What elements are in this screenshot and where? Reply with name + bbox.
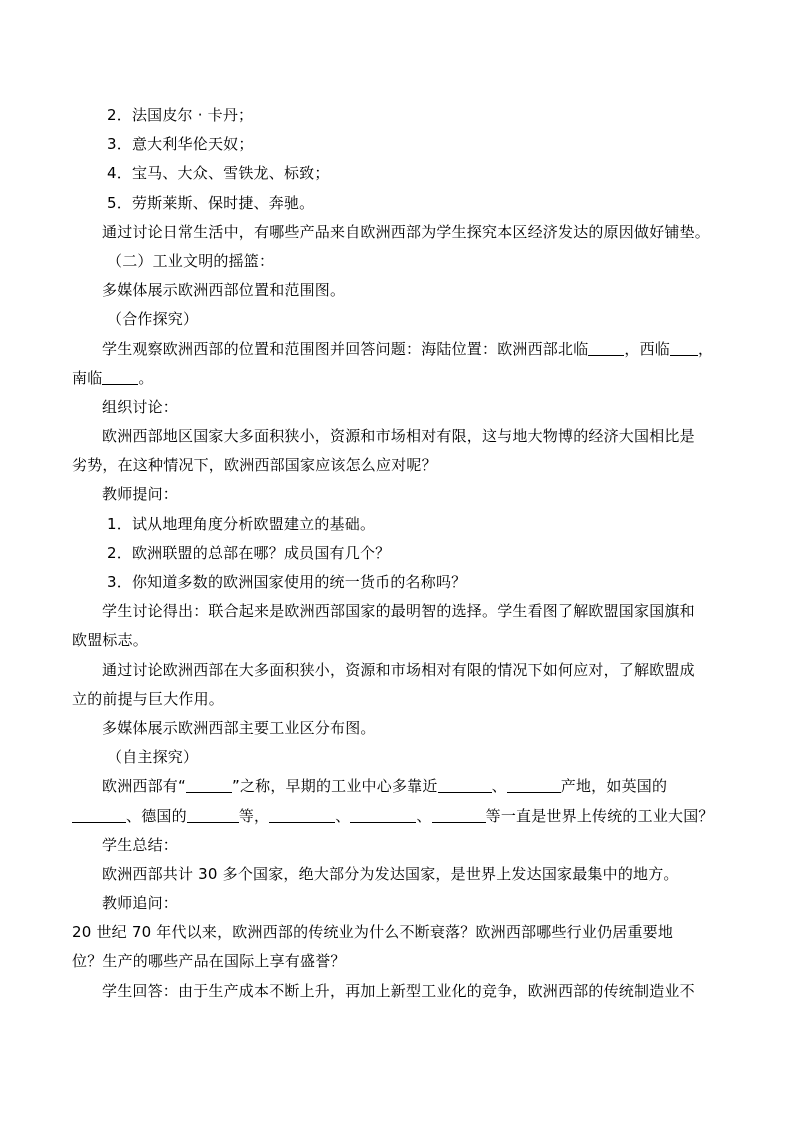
answer-blank[interactable] (432, 807, 486, 823)
text-fragment: 、 (416, 806, 432, 825)
activity-label (72, 305, 732, 334)
text-fragment: 、 (335, 806, 351, 825)
activity-label (72, 743, 732, 772)
text-line: （自主探究） (107, 748, 199, 767)
text-fragment: 、德国的 (126, 806, 187, 825)
text-line: 学生回答：由于生产成本不断上升，再加上新型工业化的竞争，欧洲西部的传统制造业不 (102, 981, 695, 1000)
paragraph-line (72, 597, 732, 626)
text-fragment: ，西临 (624, 339, 671, 358)
answer-blank[interactable] (72, 807, 126, 823)
question-line (72, 802, 732, 831)
text-line: 欧洲西部共计 30 多个国家，绝大部分为发达国家，是世界上发达国家最集中的地方。 (102, 864, 679, 883)
list-item (72, 189, 732, 218)
text-fragment: ， (698, 339, 714, 358)
text-line: 1．试从地理角度分析欧盟建立的基础。 (107, 514, 376, 533)
text-line: 欧盟标志。 (72, 631, 149, 650)
answer-blank[interactable] (588, 340, 624, 356)
list-item (72, 159, 732, 188)
paragraph-line (72, 451, 732, 480)
text-line: 通过讨论欧洲西部在大多面积狭小，资源和市场相对有限的情况下如何应对，了解欧盟成 (102, 660, 695, 679)
answer-blank[interactable] (438, 777, 492, 793)
text-line: 5．劳斯莱斯、保时捷、奔驰。 (107, 193, 315, 212)
document-body (72, 101, 732, 1006)
paragraph-line (72, 480, 732, 509)
answer-blank[interactable] (186, 777, 232, 793)
text-line: 多媒体展示欧洲西部主要工业区分布图。 (102, 718, 376, 737)
text-fragment: ”之称，早期的工业中心多靠近 (231, 777, 438, 796)
text-line: （二）工业文明的摇篮： (107, 251, 275, 270)
text-fragment: 学生观察欧洲西部的位置和范围图并回答问题：海陆位置：欧洲西部北临 (102, 339, 589, 358)
text-line: 学生总结： (102, 835, 179, 854)
list-item (72, 101, 732, 130)
answer-blank[interactable] (102, 369, 138, 385)
paragraph-line (72, 626, 732, 655)
paragraph-line (72, 860, 732, 889)
paragraph-line (72, 276, 732, 305)
text-line: 2．欧洲联盟的总部在哪？成员国有几个？ (107, 543, 391, 562)
text-fragment: 、 (491, 777, 507, 796)
text-line: 2．法国皮尔 · 卡丹； (107, 106, 254, 124)
text-line: 教师提问： (102, 485, 179, 504)
text-line: 位？生产的哪些产品在国际上享有盛誉？ (72, 952, 346, 971)
text-line: 教师追问： (102, 894, 179, 913)
text-line: 20 世纪 70 年代以来，欧洲西部的传统业为什么不断衰落？欧洲西部哪些行业仍居重要地 (72, 923, 674, 942)
text-line: 通过讨论日常生活中，有哪些产品来自欧洲西部为学生探究本区经济发达的原因做好铺垫。 (102, 222, 711, 241)
text-fragment: 欧洲西部有“ (102, 777, 186, 796)
answer-blank[interactable] (670, 340, 698, 356)
text-line: 立的前提与巨大作用。 (72, 689, 225, 708)
text-line: 3．你知道多数的欧洲国家使用的统一货币的名称吗？ (107, 573, 467, 591)
text-line: 学生讨论得出：联合起来是欧洲西部国家的最明智的选择。学生看图了解欧盟国家国旗和 (102, 602, 695, 621)
question-line (72, 772, 732, 801)
list-item (72, 130, 732, 159)
paragraph-line (72, 831, 732, 860)
text-fragment: 南临 (72, 368, 103, 387)
text-line: （合作探究） (107, 310, 199, 329)
question-line (72, 364, 732, 393)
text-line: 多媒体展示欧洲西部位置和范围图。 (102, 281, 346, 300)
paragraph-line (72, 218, 732, 247)
list-item (72, 539, 732, 568)
answer-blank[interactable] (187, 807, 239, 823)
paragraph-line (72, 889, 732, 918)
list-item (72, 568, 732, 597)
answer-blank[interactable] (269, 807, 335, 823)
text-fragment: 产地，如英国的 (560, 777, 668, 796)
paragraph-line (72, 977, 732, 1006)
paragraph-line (72, 656, 732, 685)
answer-blank[interactable] (350, 807, 416, 823)
text-line: 4．宝马、大众、雪铁龙、标致； (107, 164, 330, 183)
text-fragment: 等， (238, 806, 270, 825)
paragraph-line (72, 422, 732, 451)
paragraph-line (72, 947, 732, 976)
text-line: 欧洲西部地区国家大多面积狭小，资源和市场相对有限，这与地大物博的经济大国相比是 (102, 427, 695, 446)
paragraph-line (72, 393, 732, 422)
answer-blank[interactable] (507, 777, 561, 793)
section-heading (72, 247, 732, 276)
list-item (72, 510, 732, 539)
paragraph-line (72, 918, 732, 947)
paragraph-line (72, 685, 732, 714)
question-line (72, 335, 732, 364)
text-line: 3．意大利华伦天奴； (107, 135, 254, 154)
text-line: 劣势，在这种情况下，欧洲西部国家应该怎么应对呢？ (72, 456, 437, 475)
text-line: 组织讨论： (102, 397, 179, 416)
text-fragment: 等一直是世界上传统的工业大国？ (485, 806, 714, 825)
paragraph-line (72, 714, 732, 743)
text-fragment: 。 (138, 368, 154, 387)
